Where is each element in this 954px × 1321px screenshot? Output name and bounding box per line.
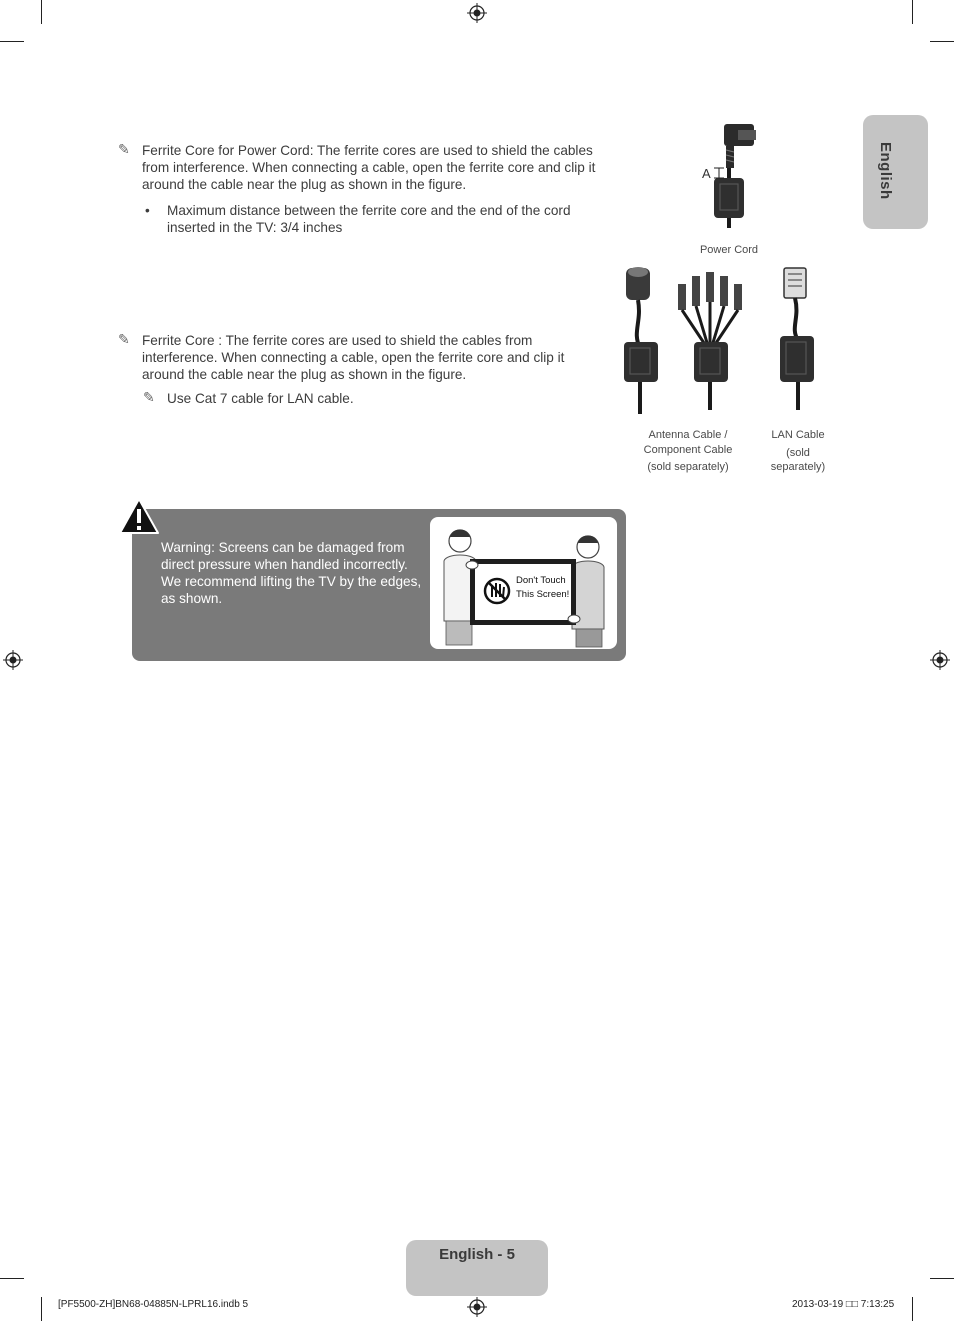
note-pencil-icon: ✎: [118, 332, 130, 348]
crop-mark: [912, 1297, 913, 1321]
crop-mark: [0, 41, 24, 42]
antenna-caption-line-3: (sold separately): [647, 461, 729, 473]
print-slug-file: [PF5500-ZH]BN68-04885N-LPRL16.indb 5: [58, 1299, 249, 1310]
note-pencil-icon: ✎: [118, 142, 130, 158]
lan-caption-line-1: LAN Cable: [771, 429, 825, 441]
sign-text-line-1: Don't Touch: [516, 575, 566, 586]
warning-triangle-icon: [118, 497, 160, 535]
distance-bullet: Maximum distance between the ferrite core and the end of the cord inserted in the TV: 3/4 inches: [167, 203, 571, 235]
antenna-caption-line-1: Antenna Cable /: [648, 429, 728, 441]
bullet-dot: •: [145, 203, 150, 218]
lan-cable-subnote: Use Cat 7 cable for LAN cable.: [167, 391, 354, 406]
crop-mark: [41, 0, 42, 24]
page-number-label: English - 5: [439, 1246, 515, 1263]
crop-mark: [41, 1297, 42, 1321]
power-cord-caption: Power Cord: [699, 244, 759, 256]
antenna-caption-line-2: Component Cable: [643, 444, 733, 456]
crop-mark: [930, 1278, 954, 1279]
registration-mark-icon: [930, 650, 950, 670]
registration-mark-icon: [3, 650, 23, 670]
lan-caption-line-3: separately): [770, 461, 826, 473]
language-tab-label: English: [877, 142, 894, 200]
sign-text-line-2: This Screen!: [516, 589, 570, 600]
registration-mark-icon: [467, 1297, 487, 1317]
warning-illustration: [430, 517, 617, 649]
lan-caption-line-2: (sold: [786, 447, 810, 459]
crop-mark: [930, 41, 954, 42]
note-pencil-icon: ✎: [143, 390, 155, 406]
ferrite-core-note: Ferrite Core : The ferrite cores are used to shield the cables from interference. When connecting a cable, open the ferrite core and clip it around the cable near the plug as shown in the figure.: [142, 333, 565, 382]
registration-mark-icon: [467, 3, 487, 23]
warning-text: Warning: Screens can be damaged from direct pressure when handled incorrectly. We recommend lifting the TV by the edges, as shown.: [161, 540, 422, 606]
crop-mark: [912, 0, 913, 24]
dimension-marker-label: A: [702, 166, 711, 181]
crop-mark: [0, 1278, 24, 1279]
print-slug-timestamp: 2013-03-19 □□ 7:13:25: [792, 1299, 895, 1310]
language-tab: [863, 115, 928, 229]
cables-with-ferrite-illustration: [618, 262, 828, 416]
power-cord-ferrite-note: Ferrite Core for Power Cord: The ferrite cores are used to shield the cables from interference. When connecting a cable, open the ferrite core and clip it around the cable near the plug as shown in the figure.: [142, 143, 596, 192]
